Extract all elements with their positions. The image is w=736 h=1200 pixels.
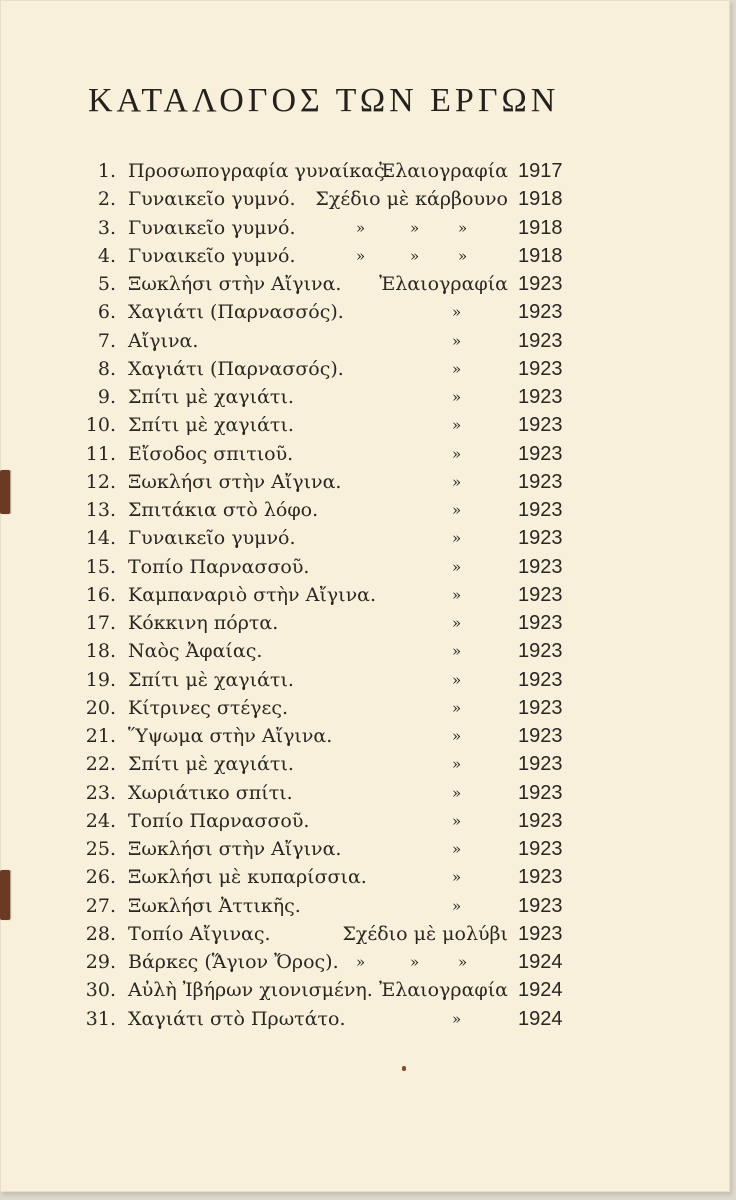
entry-number: 24. [85, 809, 116, 832]
catalogue-entry [0, 157, 730, 185]
ditto-mark: » [452, 557, 462, 576]
entry-number: 4. [97, 244, 116, 267]
entry-year: 1923 [518, 301, 563, 324]
ditto-mark: » [452, 868, 462, 887]
entry-year: 1923 [518, 781, 563, 804]
catalogue-entry [0, 807, 730, 835]
ditto-mark: » [452, 614, 462, 632]
entry-title: Τοπίο Παρνασσοῦ. [128, 555, 310, 578]
catalogue-entry [0, 355, 730, 383]
entry-number: 14. [85, 527, 116, 550]
entry-year: 1923 [518, 838, 563, 860]
page-title: ΚΑΤΑΛΟΓΟΣ ΤΩΝ ΕΡΓΩΝ [88, 82, 560, 119]
entry-title: Ξωκλήσι μὲ κυπαρίσσια. [128, 866, 367, 889]
entry-title: Κίτρινες στέγες. [128, 696, 289, 719]
catalogue-entry [0, 976, 730, 1004]
entry-title: Σπίτι μὲ χαγιάτι. [128, 668, 294, 691]
ditto-mark: » [452, 388, 462, 406]
entry-technique: Ἐλαιογραφία [379, 273, 508, 295]
entry-year: 1923 [518, 470, 563, 493]
ditto-mark: » [452, 755, 462, 774]
entry-year: 1923 [518, 414, 563, 437]
entry-year: 1923 [518, 499, 563, 521]
entry-year: 1923 [518, 668, 563, 691]
ditto-mark: » [452, 444, 462, 463]
catalogue-entry [0, 524, 730, 552]
entry-year: 1923 [518, 555, 563, 578]
entry-title: Τοπίο Αἴγινας. [128, 922, 271, 945]
catalogue-entry [0, 327, 730, 355]
entry-number: 25. [85, 838, 116, 860]
entry-number: 26. [85, 866, 116, 889]
entry-technique: Σχέδιο μὲ μολύβι [342, 922, 508, 945]
entry-title: Γυναικεῖο γυμνό. [128, 244, 296, 267]
catalogue-entry [0, 298, 730, 326]
entry-title: Ξωκλήσι στὴν Αἴγινα. [128, 470, 342, 493]
entry-title: Βάρκες (Ἅγιον Ὄρος). [128, 951, 339, 973]
catalogue-entry [0, 411, 730, 439]
entry-number: 1. [97, 160, 116, 182]
entry-number: 2. [97, 188, 116, 211]
catalogue-entry [0, 440, 730, 468]
entry-year: 1923 [518, 725, 563, 747]
entry-number: 20. [85, 696, 116, 719]
entry-title: Σπιτάκια στὸ λόφο. [128, 499, 319, 521]
entry-year: 1923 [518, 442, 563, 465]
ditto-mark: » [452, 670, 462, 689]
catalogue-entry [0, 270, 730, 298]
entry-year: 1917 [518, 160, 563, 182]
entry-year: 1923 [518, 894, 563, 917]
ditto-mark: » [410, 953, 420, 971]
entry-title: Ξωκλήσι στὴν Αἴγινα. [128, 273, 342, 295]
catalogue-entry [0, 609, 730, 637]
entry-title: Σπίτι μὲ χαγιάτι. [128, 414, 294, 437]
ditto-mark: » [356, 953, 366, 971]
ditto-mark: » [452, 472, 462, 491]
ditto-mark: » [452, 1009, 462, 1028]
entry-number: 30. [85, 979, 116, 1002]
entry-title: Χωριάτικο σπίτι. [128, 781, 293, 804]
entry-number: 19. [85, 668, 116, 691]
entry-technique: Ἐλαιογραφία [379, 160, 508, 182]
entry-title: Χαγιάτι (Παρνασσός). [128, 301, 344, 324]
entry-title: Χαγιάτι στὸ Πρωτάτο. [128, 1007, 346, 1030]
entry-year: 1923 [518, 809, 563, 832]
entry-number: 5. [97, 273, 116, 295]
entry-number: 13. [85, 499, 116, 521]
ditto-mark: » [452, 642, 462, 661]
entry-title: Ξωκλήσι στὴν Αἴγινα. [128, 838, 342, 860]
ditto-mark: » [452, 416, 462, 435]
entry-year: 1923 [518, 866, 563, 889]
catalogue-entry [0, 892, 730, 920]
entry-number: 16. [85, 583, 116, 606]
entry-year: 1923 [518, 273, 563, 295]
ditto-mark: » [452, 727, 462, 745]
entry-title: Τοπίο Παρνασσοῦ. [128, 809, 310, 832]
ditto-mark: » [452, 811, 462, 830]
ditto-mark: » [452, 529, 462, 548]
entry-year: 1918 [518, 188, 563, 211]
catalogue-entry [0, 835, 730, 863]
ditto-mark: » [452, 585, 462, 604]
catalogue-entry [0, 779, 730, 807]
entry-year: 1923 [518, 612, 563, 634]
ditto-mark: » [452, 896, 462, 915]
entry-title: Ξωκλήσι Ἀττικῆς. [128, 894, 301, 917]
entry-title: Χαγιάτι (Παρνασσός). [128, 357, 344, 380]
entry-title: Προσωπογραφία γυναίκας. [128, 160, 391, 182]
ditto-mark: » [452, 698, 462, 717]
entry-year: 1923 [518, 753, 563, 776]
entry-number: 15. [85, 555, 116, 578]
entry-technique: Σχέδιο μὲ κάρβουνο [315, 188, 508, 211]
entry-title: Σπίτι μὲ χαγιάτι. [128, 753, 294, 776]
entry-title: Ὕψωμα στὴν Αἴγινα. [128, 725, 333, 747]
entry-number: 3. [97, 216, 116, 239]
ditto-mark: » [410, 218, 420, 237]
ditto-mark: » [458, 953, 468, 971]
ditto-mark: » [452, 303, 462, 322]
ditto-mark: » [410, 246, 420, 265]
entry-title: Αὐλὴ Ἰβήρων χιονισμένη. [128, 979, 373, 1002]
catalogue-entry [0, 1005, 730, 1033]
entry-title: Γυναικεῖο γυμνό. [128, 188, 296, 211]
entry-year: 1918 [518, 216, 563, 239]
entry-title: Γυναικεῖο γυμνό. [128, 216, 296, 239]
catalogue-entry [0, 863, 730, 891]
catalogue-entry [0, 694, 730, 722]
ditto-mark: » [452, 840, 462, 858]
catalogue-entry [0, 637, 730, 665]
catalogue-entry [0, 666, 730, 694]
entry-number: 29. [85, 951, 116, 973]
catalogue-entry [0, 468, 730, 496]
entry-number: 10. [85, 414, 116, 437]
entry-number: 21. [85, 725, 116, 747]
entry-title: Γυναικεῖο γυμνό. [128, 527, 296, 550]
entry-number: 8. [97, 357, 116, 380]
entry-title: Σπίτι μὲ χαγιάτι. [128, 386, 294, 408]
ditto-mark: » [356, 218, 366, 237]
catalogue-entry [0, 383, 730, 411]
entry-number: 7. [97, 329, 116, 352]
entry-year: 1923 [518, 527, 563, 550]
catalogue-entry [0, 920, 730, 948]
catalogue-entry [0, 496, 730, 524]
entry-title: Αἴγινα. [128, 329, 199, 352]
ditto-mark: » [452, 359, 462, 378]
ditto-mark: » [458, 246, 468, 265]
catalogue-entry [0, 242, 730, 270]
entry-title: Καμπαναριὸ στὴν Αἴγινα. [128, 583, 377, 606]
ditto-mark: » [356, 246, 366, 265]
catalogue-entry [0, 553, 730, 581]
entry-year: 1924 [518, 1007, 563, 1030]
entry-technique: Ἐλαιογραφία [379, 979, 508, 1002]
ditto-mark: » [452, 501, 462, 519]
ink-speck [402, 1066, 406, 1071]
entry-number: 11. [85, 442, 116, 465]
entry-number: 27. [85, 894, 116, 917]
entry-number: 17. [85, 612, 116, 634]
entry-year: 1923 [518, 329, 563, 352]
entry-number: 22. [85, 753, 116, 776]
entry-title: Ναὸς Ἀφαίας. [128, 640, 263, 663]
catalogue-entry [0, 581, 730, 609]
entry-year: 1923 [518, 583, 563, 606]
entry-year: 1918 [518, 244, 563, 267]
entry-number: 31. [85, 1007, 116, 1030]
catalogue-entry [0, 750, 730, 778]
ditto-mark: » [452, 331, 462, 350]
entry-title: Εἴσοδος σπιτιοῦ. [128, 442, 294, 465]
catalogue-entry [0, 214, 730, 242]
entry-title: Κόκκινη πόρτα. [128, 612, 279, 634]
catalogue-entry [0, 948, 730, 976]
entry-year: 1923 [518, 696, 563, 719]
ditto-mark: » [452, 783, 462, 802]
entry-year: 1923 [518, 386, 563, 408]
entry-year: 1923 [518, 640, 563, 663]
entry-year: 1923 [518, 922, 563, 945]
entry-year: 1923 [518, 357, 563, 380]
entry-number: 6. [97, 301, 116, 324]
ditto-mark: » [458, 218, 468, 237]
entry-number: 28. [85, 922, 116, 945]
entry-year: 1924 [518, 979, 563, 1002]
catalogue-entry [0, 722, 730, 750]
entry-number: 23. [85, 781, 116, 804]
entry-number: 18. [85, 640, 116, 663]
entry-year: 1924 [518, 951, 563, 973]
entry-number: 12. [85, 470, 116, 493]
catalogue-entry [0, 185, 730, 213]
entry-number: 9. [97, 386, 116, 408]
